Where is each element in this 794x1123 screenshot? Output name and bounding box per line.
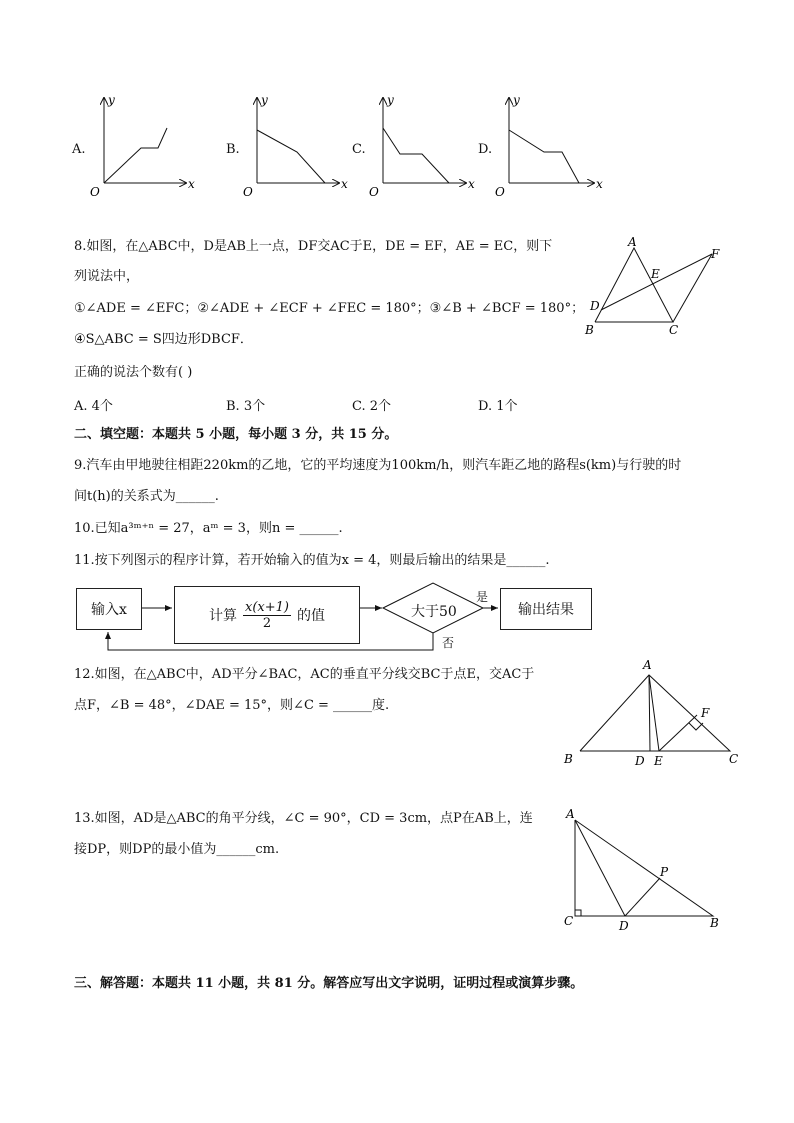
q12-triangle-figure [555,655,745,770]
q8-point-b: B [585,323,594,337]
graph-a-y-label: y [108,93,115,107]
q8-option-b[interactable]: B. 3个 [226,399,266,414]
q8-point-e: E [651,267,660,281]
q13-point-a: A [566,807,575,821]
calc-prefix: 计算 [209,608,237,624]
q8-point-c: C [669,323,679,337]
q8-option-d[interactable]: D. 1个 [478,399,518,414]
q13-point-p: P [660,865,669,879]
calc-numerator: x(x+1) [245,599,289,615]
q8-triangle-figure [575,230,735,340]
graph-c-x-label: x [468,177,475,191]
calc-suffix: 的值 [296,608,325,624]
graph-d-x-label: x [596,177,603,191]
q8-point-d: D [590,299,600,313]
q10-text: 10.已知a³ᵐ⁺ⁿ = 27，aᵐ = 3，则n = ______. [74,521,343,536]
q12-point-d: D [635,754,645,768]
decision-yes: 是 [476,590,489,604]
graph-a-label: A. [72,142,86,157]
input-box: 输入x [76,588,142,630]
q12-point-b: B [564,752,573,766]
graph-c-y-label: y [387,93,394,107]
graph-c [383,98,466,183]
q12-line2: 点F，∠B = 48°，∠DAE = 15°，则∠C = ______度. [74,698,390,713]
q12-line1: 12.如图，在△ABC中，AD平分∠BAC，AC的垂直平分线交BC于点E，交AC于 [74,667,535,682]
graph-b-y-label: y [261,93,268,107]
section-3-heading: 三、解答题：本题共 11 小题，共 81 分。解答应写出文字说明，证明过程或演算步骤。 [74,976,584,991]
graph-d [509,98,594,183]
q9-line2: 间t(h)的关系式为______. [74,489,219,504]
q8-option-c[interactable]: C. 2个 [352,399,392,414]
graph-d-y-label: y [513,93,520,107]
graph-c-label: C. [352,142,366,157]
q12-point-f: F [701,706,710,720]
graph-a-origin: O [90,185,100,199]
q8-line3: ①∠ADE = ∠EFC；②∠ADE + ∠ECF + ∠FEC = 180°；③∠B + ∠BCF = 180°； [74,301,585,316]
q9-line1: 9.汽车由甲地驶往相距220km的乙地，它的平均速度为100km/h，则汽车距乙地的路程s(km)与行驶的时 [74,458,682,473]
q8-option-a[interactable]: A. 4个 [74,399,113,414]
graph-b-x-label: x [341,177,348,191]
q7-graph-set [0,90,794,200]
q12-point-e: E [654,754,663,768]
q8-line4: ④S△ABC = S四边形DBCF． [74,332,253,347]
decision-label: 大于50 [411,604,457,620]
decision-no: 否 [442,636,455,650]
q11-text: 11.按下列图示的程序计算，若开始输入的值为x = 4，则最后输出的结果是______. [74,553,550,568]
q13-point-c: C [564,914,574,928]
output-box: 输出结果 [500,588,592,630]
q13-triangle-figure [555,800,745,940]
q8-line5: 正确的说法个数有( ) [74,365,193,380]
q13-point-b: B [710,916,719,930]
calc-denominator: 2 [262,615,272,631]
calc-box [174,586,360,644]
q12-point-c: C [729,752,739,766]
graph-b-label: B. [226,142,240,157]
q13-point-d: D [619,919,629,933]
graph-b [257,98,339,183]
q8-point-f: F [711,247,720,261]
calc-fraction [243,600,291,631]
graph-c-origin: O [369,185,379,199]
q8-line1: 8.如图，在△ABC中，D是AB上一点，DF交AC于E，DE = EF，AE = EC，则下 [74,239,553,254]
q13-line2: 接DP，则DP的最小值为______cm. [74,842,280,857]
q8-point-a: A [628,235,637,249]
graph-a [104,98,186,183]
graph-b-origin: O [243,185,253,199]
graph-a-x-label: x [188,177,195,191]
graph-d-label: D. [478,142,493,157]
graph-d-origin: O [495,185,505,199]
section-2-heading: 二、填空题：本题共 5 小题，每小题 3 分，共 15 分。 [74,427,398,442]
q13-line1: 13.如图，AD是△ABC的角平分线，∠C = 90°，CD = 3cm，点P在AB上，连 [74,811,533,826]
q8-line2: 列说法中， [74,269,140,284]
q12-point-a: A [643,658,652,672]
